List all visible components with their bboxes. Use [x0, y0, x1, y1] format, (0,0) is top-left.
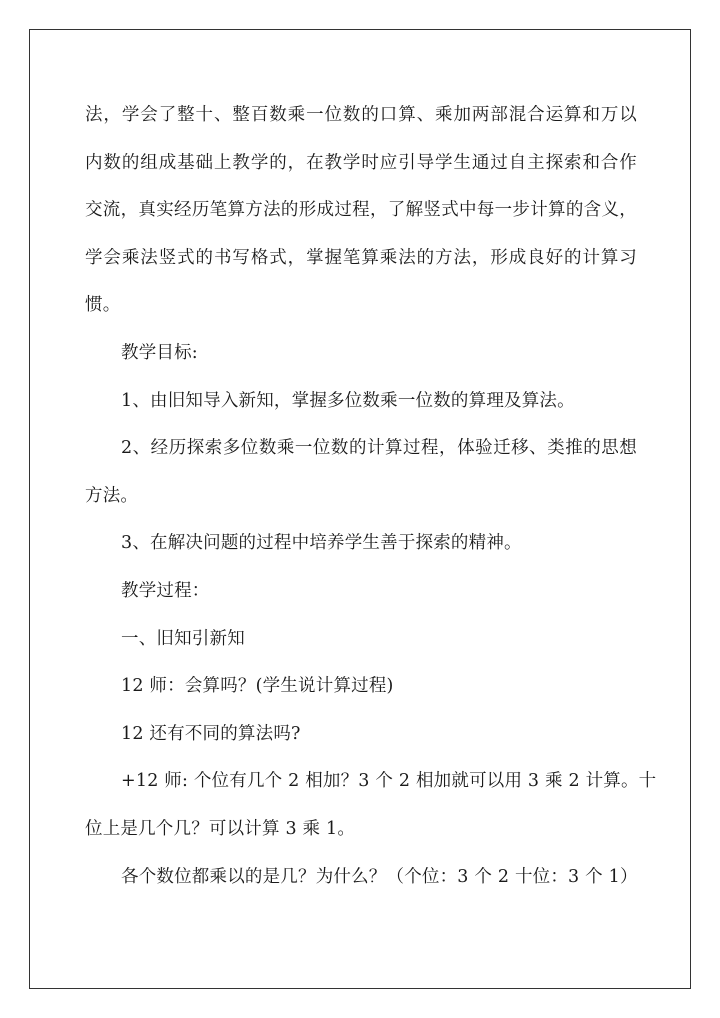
paragraph-line: 学会乘法竖式的书写格式，掌握笔算乘法的方法，形成良好的计算习 [85, 247, 637, 268]
list-item: 1、由旧知导入新知，掌握多位数乘一位数的算理及算法。 [121, 390, 575, 411]
paragraph-line: 12 还有不同的算法吗? [121, 723, 301, 744]
paragraph-line: 惯。 [85, 295, 121, 316]
paragraph-line: 内数的组成基础上教学的，在教学时应引导学生通过自主探索和合作 [85, 152, 637, 173]
section-heading: 教学目标: [121, 342, 198, 363]
paragraph-line: 法，学会了整十、整百数乘一位数的口算、乘加两部混合运算和万以 [85, 105, 637, 125]
paragraph-line: 位上是几个几？可以计算 3 乘 1。 [85, 818, 356, 839]
subsection-heading: 一、旧知引新知 [121, 628, 245, 649]
list-item: 3、在解决问题的过程中培养学生善于探索的精神。 [121, 533, 522, 554]
section-heading: 教学过程： [121, 580, 210, 601]
document-body [85, 92, 657, 901]
list-item-continuation: 方法。 [85, 485, 139, 506]
paragraph-line: 各个数位都乘以的是几？为什么？（个位：3 个 2 十位：3 个 1） [121, 866, 638, 887]
paragraph-line: +12 师: 个位有几个 2 相加？3 个 2 相加就可以用 3 乘 2 计算。十 [121, 771, 657, 792]
list-item: 2、经历探索多位数乘一位数的计算过程，体验迁移、类推的思想 [121, 438, 637, 459]
paragraph-line: 12 师：会算吗？(学生说计算过程) [121, 676, 394, 697]
paragraph-line: 交流，真实经历笔算方法的形成过程，了解竖式中每一步计算的含义， [85, 200, 637, 221]
